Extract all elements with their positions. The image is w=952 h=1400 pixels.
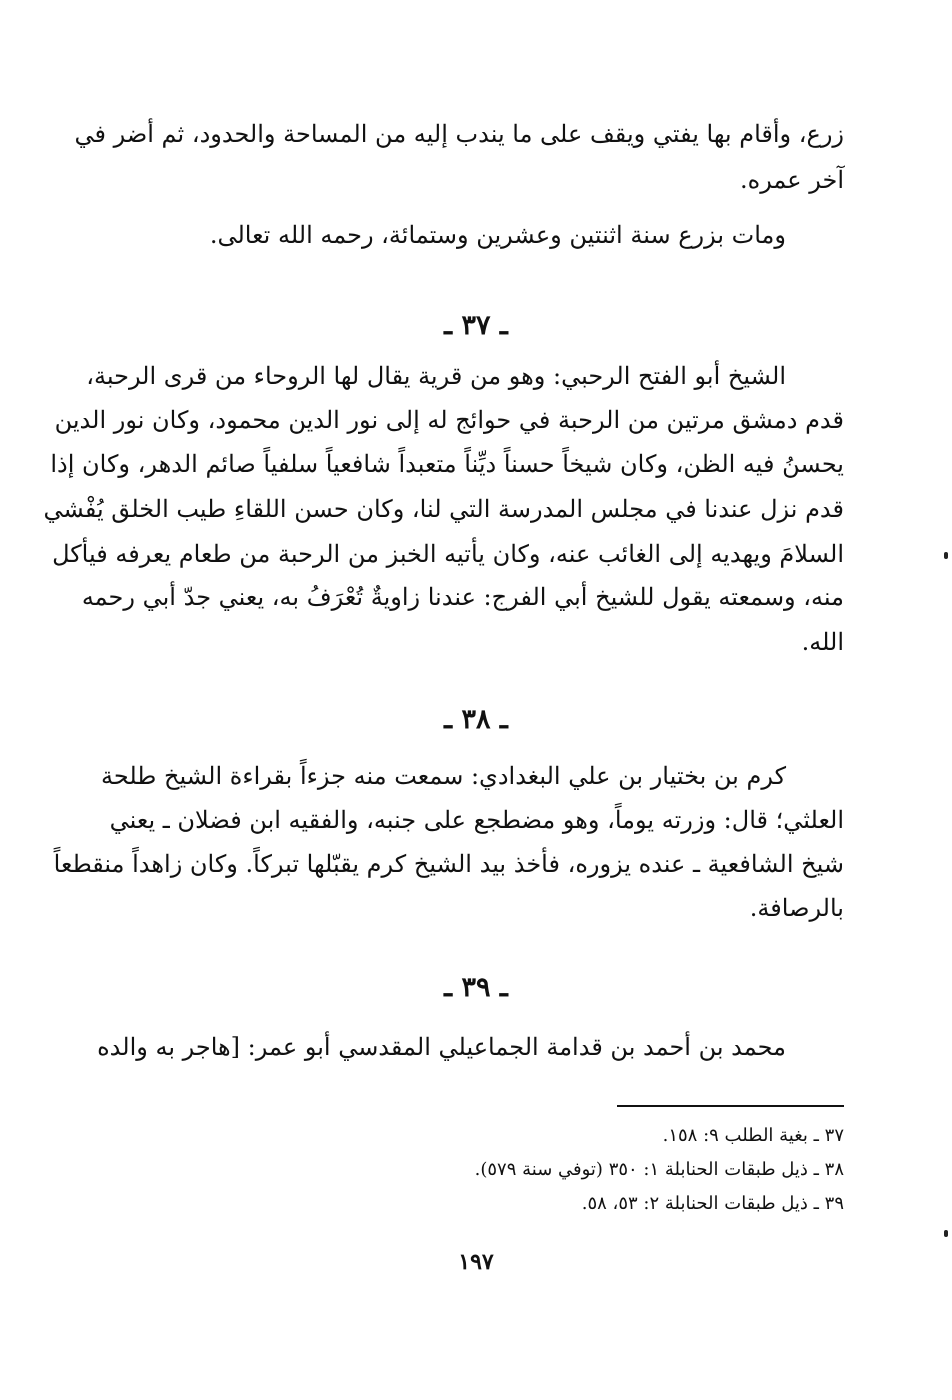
text-line: آخر عمره. [739,166,844,194]
page-number: ١٩٧ [458,1249,494,1275]
footnote-separator [617,1105,844,1107]
margin-mark [944,552,948,559]
text-line: محمد بن أحمد بن قدامة الجماعيلي المقدسي أبو عمر: [هاجر به والده [97,1033,786,1061]
text-line: منه، وسمعته يقول للشيخ أبي الفرج: عندنا زاويةٌ تُعْرَفُ به، يعني جدّ أبي رحمه [81,583,844,611]
text-line: الشيخ أبو الفتح الرحبي: وهو من قرية يقال لها الروحاء من قرى الرحبة، [86,362,786,390]
text-line: العلثي؛ قال: وزرته يوماً، وهو مضطجع على جنبه، والفقيه ابن فضلان ـ يعني [109,806,844,834]
footnote: ٣٨ ـ ذيل طبقات الحنابلة ١: ٣٥٠ (توفي سنة ٥٧٩). [474,1159,844,1180]
text-line: ومات بزرع سنة اثنتين وعشرين وستمائة، رحمه الله تعالى. [209,221,786,249]
text-line: زرع، وأقام بها يفتي ويقف على ما يندب إليه من المساحة والحدود، ثم أضر في [74,120,844,148]
text-line: شيخ الشافعية ـ عنده يزوره، فأخذ بيد الشيخ كرم يقبّلها تبركاً. وكان زاهداً منقطعاً [53,850,844,878]
text-line: قدم دمشق مرتين من الرحبة في حوائج له إلى نور الدين محمود، وكان نور الدين [54,406,844,434]
footnote: ٣٩ ـ ذيل طبقات الحنابلة ٢: ٥٣، ٥٨. [581,1193,844,1214]
text-line: السلامَ ويهديه إلى الغائب عنه، وكان يأتيه الخبز من الرحبة من طعام يعرفه فيأكل [52,540,844,568]
text-line: يحسنُ فيه الظن، وكان شيخاً حسناً ديِّناً متعبداً شافعياً سلفياً صائم الدهر، وكان إذا [50,450,844,478]
footnote: ٣٧ ـ بغية الطلب ٩: ١٥٨. [662,1125,844,1146]
text-line: بالرصافة. [749,894,844,922]
text-line: قدم نزل عندنا في مجلس المدرسة التي لنا، وكان حسن اللقاءِ طيب الخلق يُفْشي [43,495,844,523]
entry-number: ـ ٣٧ ـ [444,310,508,341]
text-line: الله. [801,628,844,656]
margin-mark [944,1230,948,1237]
text-line: كرم بن بختيار بن علي البغدادي: سمعت منه جزءاً بقراءة الشيخ طلحة [100,762,786,790]
entry-number: ـ ٣٩ ـ [444,972,508,1003]
entry-number: ـ ٣٨ ـ [444,704,508,735]
